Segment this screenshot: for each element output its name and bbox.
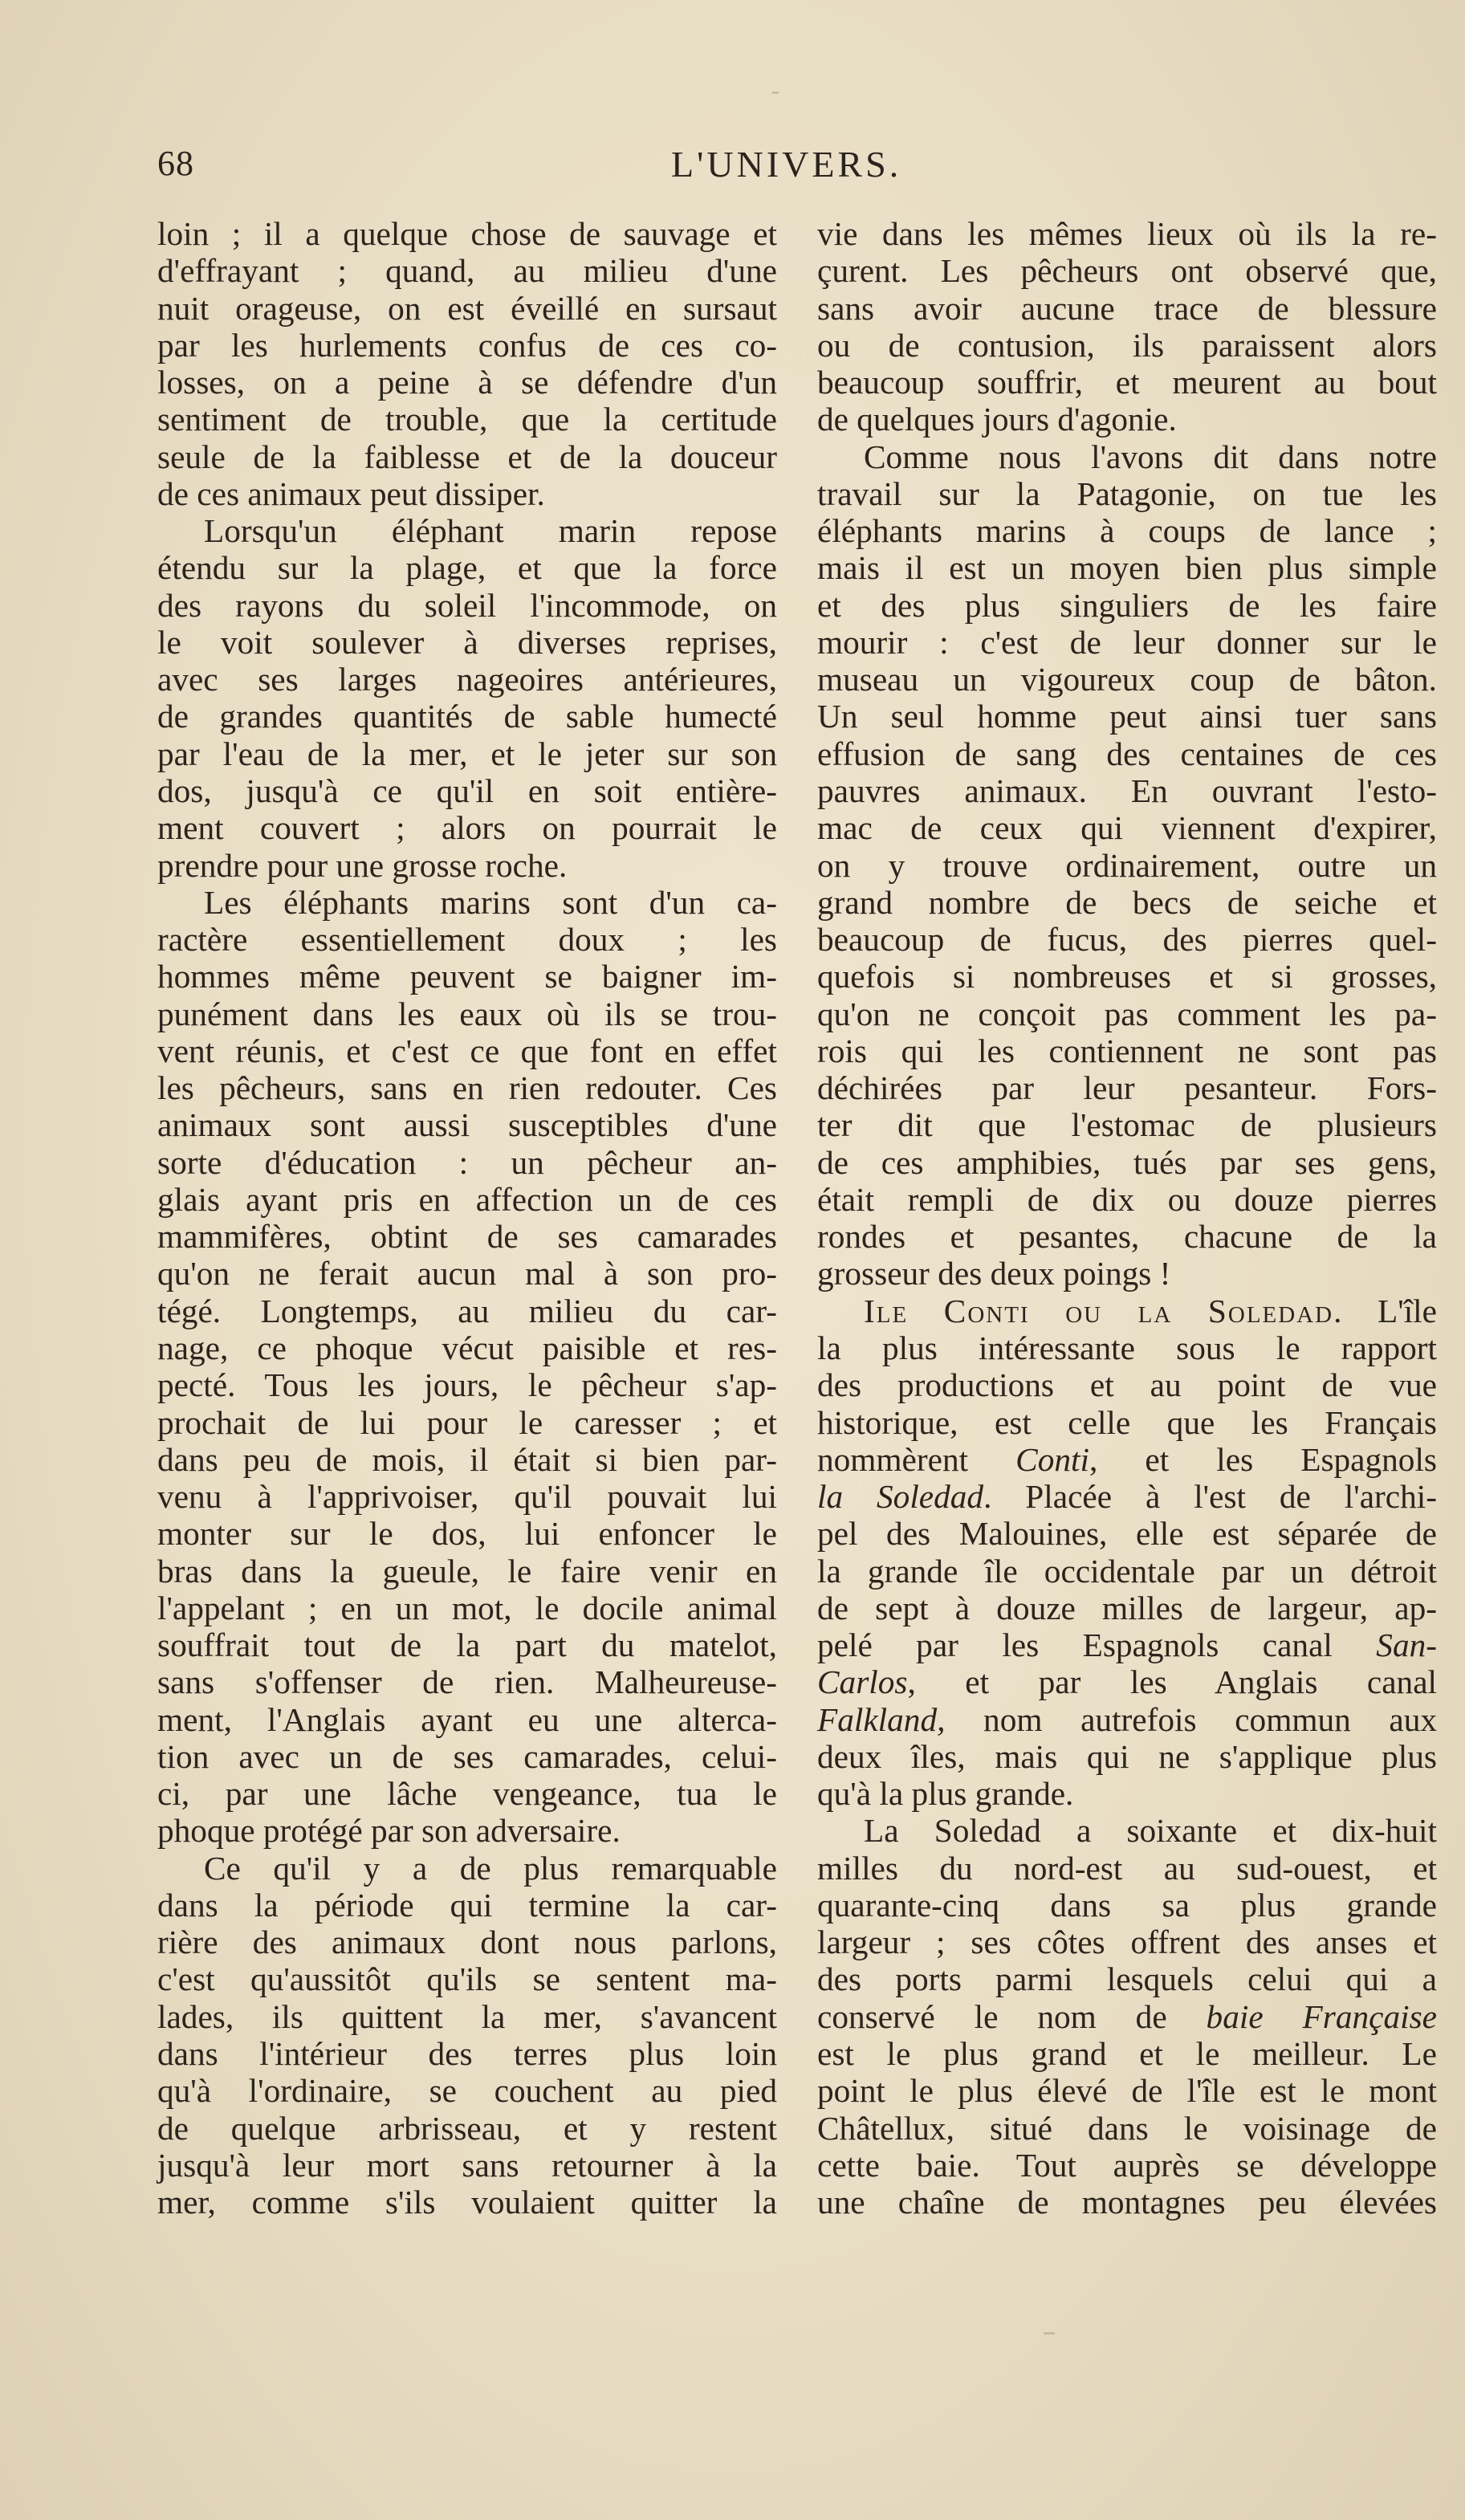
text-line: la plus intéressante sous le rapport [817, 1329, 1437, 1366]
text-line: milles du nord-est au sud-ouest, et [817, 1849, 1437, 1887]
text-segment: pelé par les Espagnols canal [817, 1626, 1377, 1664]
text-line: Ce qu'il y a de plus remarquable [204, 1849, 777, 1887]
text-line: pauvres animaux. En ouvrant l'esto- [817, 771, 1437, 809]
text-line: des ports parmi lesquels celui qui a [817, 1960, 1437, 1998]
text-line: le voit soulever à diverses reprises, [157, 623, 777, 661]
text-line: qu'à la plus grande. [817, 1775, 1074, 1813]
text-line: mourir : c'est de leur donner sur le [817, 623, 1437, 661]
text-line: rière des animaux dont nous parlons, [157, 1924, 777, 1961]
text-line: point le plus élevé de l'île est le mont [817, 2072, 1437, 2110]
text-line: ci, par une lâche vengeance, tua le [157, 1775, 777, 1813]
print-speck [772, 92, 779, 94]
text-line: Les éléphants marins sont d'un ca- [204, 883, 777, 921]
text-segment: , et les Espagnols [1089, 1440, 1437, 1478]
text-line: est le plus grand et le meilleur. Le [817, 2035, 1437, 2073]
text-line [817, 1478, 1437, 1515]
text-line: dans l'intérieur des terres plus loin [157, 2035, 777, 2073]
text-segment: L'île [1343, 1292, 1437, 1329]
text-line: effusion de sang des centaines de ces [817, 735, 1437, 772]
text-line: étendu sur la plage, et que la force [157, 549, 777, 587]
text-line: seule de la faiblesse et de la douceur [157, 438, 777, 475]
text-line [817, 1626, 1437, 1663]
text-line: deux îles, mais qui ne s'applique plus [817, 1737, 1437, 1775]
text-line: tion avec un de ses camarades, celui- [157, 1737, 777, 1775]
text-line: grosseur des deux poings ! [817, 1255, 1171, 1293]
right-text-column [817, 215, 1437, 2221]
text-line: la grande île occidentale par un détroit [817, 1552, 1437, 1590]
text-line: sans s'offenser de rien. Malheureuse- [157, 1663, 777, 1701]
text-line [817, 1701, 1437, 1738]
text-line: phoque protégé par son adversaire. [157, 1812, 621, 1850]
text-line: c'est qu'aussitôt qu'ils se sentent ma- [157, 1960, 777, 1998]
text-line: nuit orageuse, on est éveillé en sursaut [157, 289, 777, 327]
text-line: glais ayant pris en affection un de ces [157, 1180, 777, 1218]
text-line: ractère essentiellement doux ; les [157, 921, 777, 959]
text-line: l'appelant ; en un mot, le docile animal [157, 1589, 777, 1626]
text-line: cette baie. Tout auprès se développe [817, 2146, 1437, 2184]
text-line: pel des Malouines, elle est séparée de [817, 1515, 1437, 1553]
text-italic-segment: San- [1376, 1626, 1437, 1664]
text-line: losses, on a peine à se défendre d'un [157, 364, 777, 401]
text-segment: , et par les Anglais canal [907, 1663, 1437, 1701]
text-line: qu'on ne conçoit pas comment les pa- [817, 995, 1437, 1032]
running-title: L'UNIVERS. [671, 144, 902, 185]
text-line: monter sur le dos, lui enfoncer le [157, 1515, 777, 1553]
text-line: Un seul homme peut ainsi tuer sans [817, 698, 1437, 735]
text-line: de ces animaux peut dissiper. [157, 474, 545, 512]
text-line: souffrait tout de la part du matelot, [157, 1626, 777, 1664]
text-line: Comme nous l'avons dit dans notre [864, 438, 1437, 475]
text-line: ment couvert ; alors on pourrait le [157, 809, 777, 847]
text-line: prendre pour une grosse roche. [157, 846, 568, 884]
text-line: rondes et pesantes, chacune de la [817, 1218, 1437, 1256]
text-line: mer, comme s'ils voulaient quitter la [157, 2184, 777, 2221]
text-line: beaucoup de fucus, des pierres quel- [817, 921, 1437, 959]
text-line: La Soledad a soixante et dix-huit [864, 1812, 1437, 1850]
text-segment: conservé le nom de [817, 1997, 1207, 2035]
text-italic-segment: la Soledad [817, 1478, 984, 1516]
text-segment: . Placée à l'est de l'archi- [983, 1478, 1437, 1516]
text-line: qu'à l'ordinaire, se couchent au pied [157, 2072, 777, 2110]
text-line: rois qui les contiennent ne sont pas [817, 1032, 1437, 1069]
text-line: vie dans les mêmes lieux où ils la re- [817, 215, 1437, 252]
text-line: pecté. Tous les jours, le pêcheur s'ap- [157, 1366, 777, 1404]
text-line: tégé. Longtemps, au milieu du car- [157, 1292, 777, 1329]
text-segment: nommèrent [817, 1440, 1016, 1478]
text-line: venu à l'apprivoiser, qu'il pouvait lui [157, 1478, 777, 1516]
text-line: historique, est celle que les Français [817, 1403, 1437, 1441]
text-line: mais il est un moyen bien plus simple [817, 549, 1437, 587]
text-line: était rempli de dix ou douze pierres [817, 1180, 1437, 1218]
text-line: de quelque arbrisseau, et y restent [157, 2109, 777, 2147]
text-italic-segment: Falkland, [817, 1700, 946, 1738]
text-line: qu'on ne ferait aucun mal à son pro- [157, 1255, 777, 1293]
text-line: Lorsqu'un éléphant marin repose [204, 512, 777, 550]
text-line: quarante-cinq dans sa plus grande [817, 1886, 1437, 1924]
print-speck [1044, 2332, 1055, 2335]
text-line [817, 1293, 1437, 1329]
text-line: animaux sont aussi susceptibles d'une [157, 1106, 777, 1144]
text-line: grand nombre de becs de seiche et [817, 883, 1437, 921]
text-line: beaucoup souffrir, et meurent au bout [817, 364, 1437, 401]
text-line: de ces amphibies, tués par ses gens, [817, 1143, 1437, 1181]
text-line: dans la période qui termine la car- [157, 1886, 777, 1924]
text-line: lades, ils quittent la mer, s'avancent [157, 1997, 777, 2035]
text-line: et des plus singuliers de les faire [817, 586, 1437, 624]
text-line: ter dit que l'estomac de plusieurs [817, 1106, 1437, 1144]
text-line: de sept à douze milles de largeur, ap- [817, 1589, 1437, 1626]
text-line: on y trouve ordinairement, outre un [817, 846, 1437, 884]
text-line: Châtellux, situé dans le voisinage de [817, 2109, 1437, 2147]
text-line: par les hurlements confus de ces co- [157, 326, 777, 364]
text-line: punément dans les eaux où ils se trou- [157, 995, 777, 1032]
text-line: ment, l'Anglais ayant eu une alterca- [157, 1700, 777, 1738]
text-line: jusqu'à leur mort sans retourner à la [157, 2146, 777, 2184]
text-line: museau un vigoureux coup de bâton. [817, 661, 1437, 698]
text-line: sans avoir aucune trace de blessure [817, 289, 1437, 327]
text-segment: nom autrefois commun aux [945, 1700, 1437, 1738]
text-line: mac de ceux qui viennent d'expirer, [817, 809, 1437, 847]
text-line: des rayons du soleil l'incommode, on [157, 586, 777, 624]
text-line: ou de contusion, ils paraissent alors [817, 326, 1437, 364]
text-smallcaps-segment: Ile Conti ou la Soledad. [864, 1292, 1344, 1329]
text-line: de grandes quantités de sable humecté [157, 698, 777, 735]
text-line: hommes même peuvent se baigner im- [157, 958, 777, 995]
text-line: largeur ; ses côtes offrent des anses et [817, 1924, 1437, 1961]
text-italic-segment: Carlos [817, 1663, 908, 1701]
text-line: çurent. Les pêcheurs ont observé que, [817, 252, 1437, 290]
text-italic-segment: baie Française [1206, 1997, 1437, 2035]
text-line: de quelques jours d'agonie. [817, 401, 1177, 438]
left-text-column [157, 215, 777, 2221]
text-line: sorte d'éducation : un pêcheur an- [157, 1143, 777, 1181]
page-number: 68 [157, 144, 194, 183]
text-line: déchirées par leur pesanteur. Fors- [817, 1069, 1437, 1107]
text-line [817, 1441, 1437, 1478]
text-line: d'effrayant ; quand, au milieu d'une [157, 252, 777, 290]
text-line: les pêcheurs, sans en rien redouter. Ces [157, 1069, 777, 1107]
text-line: loin ; il a quelque chose de sauvage et [157, 215, 777, 252]
text-line: une chaîne de montagnes peu élevées [817, 2184, 1437, 2221]
text-line: sentiment de trouble, que la certitude [157, 401, 777, 438]
text-line: quefois si nombreuses et si grosses, [817, 958, 1437, 995]
text-line [817, 1998, 1437, 2035]
text-line: par l'eau de la mer, et le jeter sur son [157, 735, 777, 772]
text-italic-segment: Conti [1015, 1440, 1089, 1478]
text-line: bras dans la gueule, le faire venir en [157, 1552, 777, 1590]
text-line: avec ses larges nageoires antérieures, [157, 661, 777, 698]
text-line: des productions et au point de vue [817, 1366, 1437, 1404]
text-line: dos, jusqu'à ce qu'il en soit entière- [157, 771, 777, 809]
text-line: vent réunis, et c'est ce que font en effet [157, 1032, 777, 1069]
page-header [157, 143, 1450, 199]
text-line: travail sur la Patagonie, on tue les [817, 474, 1437, 512]
text-line [817, 1663, 1437, 1700]
text-line: prochait de lui pour le caresser ; et [157, 1403, 777, 1441]
text-line: dans peu de mois, il était si bien par- [157, 1440, 777, 1478]
text-line: éléphants marins à coups de lance ; [817, 512, 1437, 550]
text-line: nage, ce phoque vécut paisible et res- [157, 1329, 777, 1366]
text-line: mammifères, obtint de ses camarades [157, 1218, 777, 1256]
